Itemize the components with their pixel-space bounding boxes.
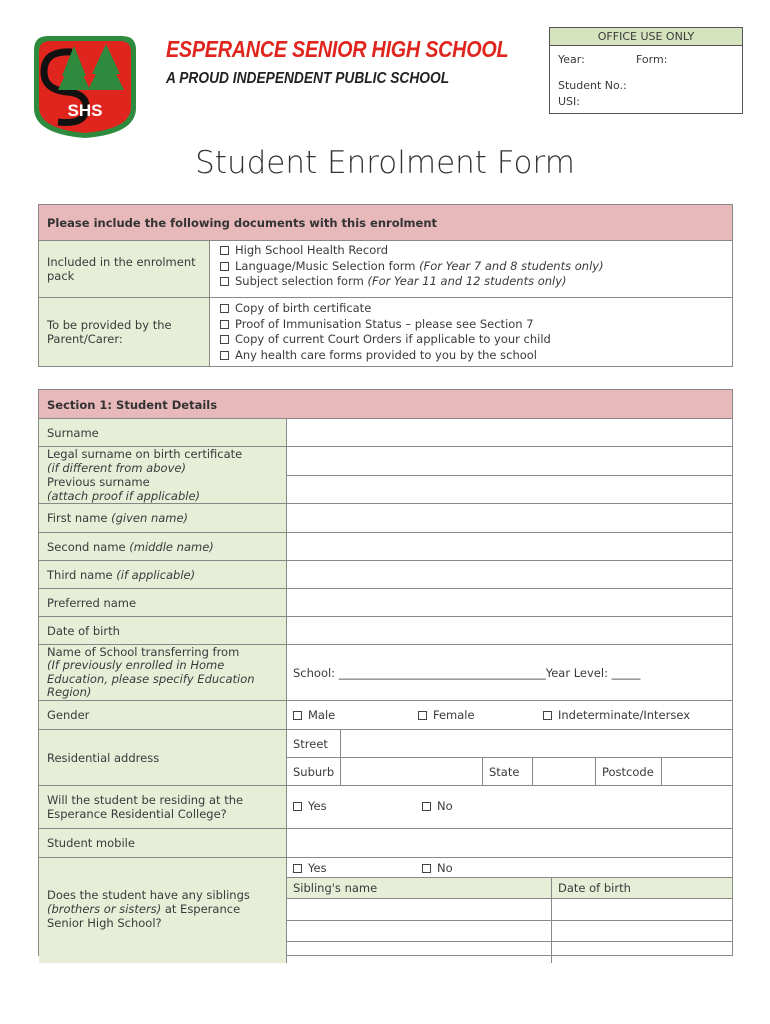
- office-student-no-label: Student No.:: [558, 79, 627, 92]
- first-name-row: [39, 504, 732, 533]
- gender-female-option[interactable]: Female: [418, 708, 475, 722]
- college-no-option[interactable]: No: [422, 799, 453, 813]
- address-row: [39, 730, 732, 786]
- suburb-input[interactable]: [341, 758, 483, 785]
- third-name-label: Third name: [47, 568, 117, 582]
- provided-item: Proof of Immunisation Status – please see Section 7: [220, 317, 732, 333]
- checkbox[interactable]: [220, 262, 229, 271]
- state-input[interactable]: [533, 758, 596, 785]
- checkbox[interactable]: [220, 277, 229, 286]
- included-item: Subject selection form (For Year 11 and 12 students only): [220, 274, 732, 290]
- sibling-dob-input[interactable]: [552, 899, 732, 920]
- office-year-label: Year:: [558, 53, 585, 66]
- provided-item: Copy of birth certificate: [220, 301, 732, 317]
- surname-label: Surname: [47, 425, 99, 440]
- documents-heading: Please include the following documents with this enrolment: [39, 205, 732, 241]
- previous-surname-label: Previous surname: [47, 475, 150, 489]
- mobile-input[interactable]: [287, 829, 732, 857]
- postcode-input[interactable]: [662, 758, 732, 785]
- section1-heading: Section 1: Student Details: [39, 390, 732, 419]
- legal-surname-label: Legal surname on birth certificate: [47, 447, 243, 461]
- checkbox[interactable]: [293, 802, 302, 811]
- school-logo: [30, 30, 140, 140]
- previous-surname-note: (attach proof if applicable): [47, 489, 201, 503]
- sibling-name-input[interactable]: [287, 921, 552, 942]
- checkbox[interactable]: [293, 711, 302, 720]
- state-label: State: [483, 758, 533, 785]
- sibling-dob-header: Date of birth: [558, 881, 631, 895]
- first-name-label: First name: [47, 511, 112, 525]
- provided-item: Copy of current Court Orders if applicable to your child: [220, 332, 732, 348]
- previous-surname-input[interactable]: [287, 476, 732, 504]
- school-from-note: (If previously enrolled in Home Education, please specify Education Region): [47, 658, 255, 699]
- school-from-label: Name of School transferring from: [47, 644, 240, 659]
- sibling-row: [287, 921, 732, 943]
- first-name-note: (given name): [111, 511, 189, 525]
- sibling-row: [287, 942, 732, 963]
- page-title: Student Enrolment Form: [195, 145, 575, 181]
- office-use-box: [549, 27, 743, 114]
- third-name-row: [39, 561, 732, 589]
- first-name-input[interactable]: [287, 504, 732, 532]
- office-form-label: Form:: [636, 53, 668, 66]
- siblings-question-end: at Esperance Senior High School?: [47, 902, 241, 930]
- sibling-name-header: Sibling's name: [287, 878, 552, 898]
- school-from-input[interactable]: School: ____________________________________Year Level: _____: [293, 665, 641, 680]
- suburb-label: Suburb: [287, 758, 341, 785]
- included-item: High School Health Record: [220, 243, 732, 259]
- college-question: Will the student be residing at the Esperance Residential College?: [47, 793, 244, 821]
- checkbox[interactable]: [543, 711, 552, 720]
- third-name-input[interactable]: [287, 561, 732, 588]
- surname-input[interactable]: [287, 419, 732, 446]
- second-name-input[interactable]: [287, 533, 732, 560]
- checkbox[interactable]: [422, 802, 431, 811]
- included-items: [210, 241, 732, 297]
- siblings-question: Does the student have any siblings: [47, 888, 250, 902]
- dob-label: Date of birth: [47, 623, 120, 638]
- street-label: Street: [287, 730, 341, 757]
- siblings-question-note: (brothers or sisters): [47, 902, 162, 916]
- office-use-title: OFFICE USE ONLY: [550, 28, 742, 46]
- svg-text:SHS: SHS: [67, 101, 103, 120]
- mobile-label: Student mobile: [47, 836, 135, 850]
- siblings-table-header: [287, 878, 732, 899]
- checkbox[interactable]: [220, 320, 229, 329]
- office-usi-label: USI:: [558, 95, 580, 108]
- provided-items: [210, 298, 732, 366]
- college-yes-option[interactable]: Yes: [293, 799, 327, 813]
- provided-row: [39, 298, 732, 366]
- checkbox[interactable]: [293, 864, 302, 873]
- college-row: [39, 786, 732, 829]
- gender-row: [39, 701, 732, 730]
- address-label: Residential address: [47, 750, 160, 765]
- school-tagline: A PROUD INDEPENDENT PUBLIC SCHOOL: [166, 70, 450, 87]
- checkbox[interactable]: [220, 246, 229, 255]
- street-input[interactable]: [341, 730, 732, 757]
- sibling-dob-input[interactable]: [552, 921, 732, 942]
- dob-row: [39, 617, 732, 645]
- third-name-note: (if applicable): [116, 568, 196, 582]
- checkbox[interactable]: [220, 351, 229, 360]
- postcode-label: Postcode: [596, 758, 662, 785]
- checkbox[interactable]: [418, 711, 427, 720]
- second-name-row: [39, 533, 732, 561]
- sibling-name-input[interactable]: [287, 942, 552, 963]
- included-row: [39, 241, 732, 298]
- legal-surname-row: [39, 447, 732, 504]
- siblings-yes-option[interactable]: Yes: [293, 861, 327, 875]
- preferred-name-row: [39, 589, 732, 617]
- second-name-note: (middle name): [129, 540, 214, 554]
- included-label: Included in the enrolment pack: [39, 241, 210, 297]
- sibling-row: [287, 899, 732, 921]
- provided-label: To be provided by the Parent/Carer:: [39, 298, 210, 366]
- checkbox[interactable]: [220, 335, 229, 344]
- sibling-name-input[interactable]: [287, 899, 552, 920]
- mobile-row: [39, 829, 732, 858]
- legal-surname-note: (if different from above): [47, 461, 186, 475]
- sibling-dob-input[interactable]: [552, 942, 732, 963]
- gender-label: Gender: [47, 708, 90, 722]
- siblings-row: [39, 858, 732, 963]
- surname-row: [39, 419, 732, 447]
- preferred-name-input[interactable]: [287, 589, 732, 616]
- checkbox[interactable]: [220, 304, 229, 313]
- checkbox[interactable]: [422, 864, 431, 873]
- siblings-no-option[interactable]: No: [422, 861, 453, 875]
- provided-item: Any health care forms provided to you by the school: [220, 348, 732, 364]
- gender-male-option[interactable]: Male: [293, 708, 335, 722]
- legal-surname-input[interactable]: [287, 447, 732, 476]
- dob-input[interactable]: [287, 617, 732, 644]
- included-item: Language/Music Selection form (For Year 7 and 8 students only): [220, 259, 732, 275]
- school-from-row: [39, 645, 732, 701]
- student-details-table: [38, 389, 733, 956]
- school-name: ESPERANCE SENIOR HIGH SCHOOL: [166, 36, 509, 62]
- second-name-label: Second name: [47, 540, 130, 554]
- gender-other-option[interactable]: Indeterminate/Intersex: [543, 708, 690, 722]
- preferred-name-label: Preferred name: [47, 595, 137, 610]
- documents-table: [38, 204, 733, 367]
